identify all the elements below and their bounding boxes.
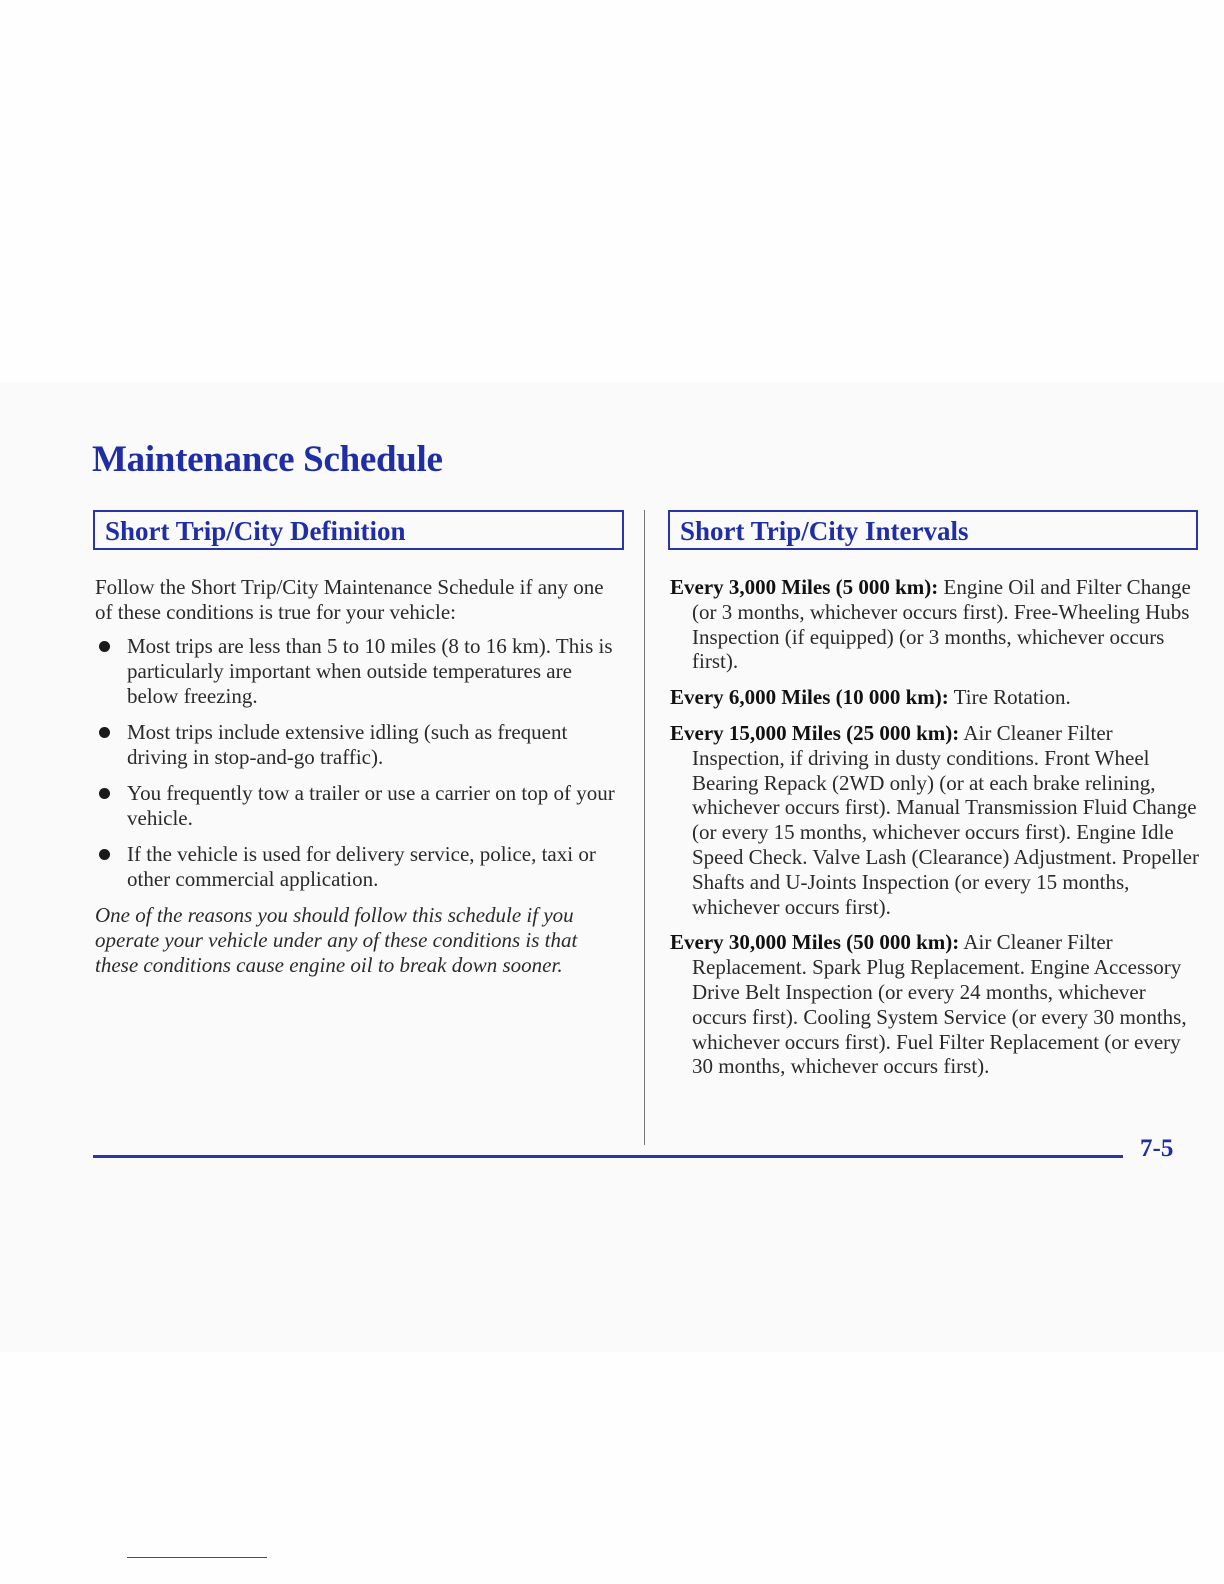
interval-text: Engine Oil and Filter Change (or 3 months, whichever occurs first). Free-Wheeling Hubs Inspection (if equipped) (or 3 months, whichever occurs first). (692, 575, 1191, 674)
italic-note: One of the reasons you should follow this schedule if you operate your vehicle under any of these conditions is that these conditions cause engine oil to break down sooner. (95, 903, 578, 977)
interval-heading: Every 3,000 Miles (5 000 km): (670, 575, 939, 599)
definition-intro: Follow the Short Trip/City Maintenance Schedule if any one of these conditions is true for your vehicle: (95, 575, 604, 624)
column-divider (644, 510, 645, 1145)
short-trip-definition-header: Short Trip/City Definition (93, 510, 624, 550)
intervals-column (670, 575, 1200, 1090)
interval-text: Air Cleaner Filter Inspection, if driving in dusty conditions. Front Wheel Bearing Repack (2WD only) (or at each brake relining, whichever occurs first). Manual Transmission Fluid Change (or every 15 months, whichever occurs first). Engine Idle Speed Check. Valve Lash (Clearance) Adjustment. Propeller Shafts and U-Joints Inspection (or every 15 months, whichever occurs first). (692, 720, 1199, 919)
condition-text: Most trips are less than 5 to 10 miles (8 to 16 km). This is particularly important when outside temperatures are below freezing. (127, 634, 613, 708)
condition-list (95, 634, 625, 892)
interval-text: Air Cleaner Filter Replacement. Spark Plug Replacement. Engine Accessory Drive Belt Inspection (or every 24 months, whichever occurs first). Cooling System Service (or every 30 months, whichever occurs first). Fuel Filter Replacement (or every 30 months, whichever occurs first). (692, 930, 1187, 1079)
condition-text: Most trips include extensive idling (such as frequent driving in stop-and-go traffic). (127, 720, 568, 769)
interval-text: Tire Rotation. (953, 685, 1071, 710)
interval-item (670, 721, 1200, 919)
interval-heading: Every 30,000 Miles (50 000 km): (670, 930, 960, 955)
bottom-stub-line (127, 1557, 267, 1558)
interval-heading: Every 6,000 Miles (10 000 km): (670, 685, 949, 710)
condition-text: If the vehicle is used for delivery service, police, taxi or other commercial application. (127, 842, 596, 891)
footer-rule (93, 1155, 1123, 1158)
condition-item (95, 634, 625, 709)
definition-column (95, 575, 625, 987)
interval-item (670, 930, 1200, 1079)
condition-item (95, 781, 625, 831)
condition-item (95, 842, 625, 892)
bullet-icon (99, 727, 110, 738)
short-trip-intervals-header: Short Trip/City Intervals (668, 510, 1198, 550)
interval-item (670, 685, 1200, 710)
interval-item (670, 575, 1200, 674)
bullet-icon (99, 641, 110, 652)
interval-heading: Every 15,000 Miles (25 000 km): (670, 720, 960, 745)
condition-text: You frequently tow a trailer or use a carrier on top of your vehicle. (127, 781, 615, 830)
bullet-icon (99, 849, 110, 860)
condition-item (95, 720, 625, 770)
page-number: 7-5 (1140, 1135, 1174, 1162)
page-title: Maintenance Schedule (92, 439, 443, 480)
bullet-icon (99, 788, 110, 799)
